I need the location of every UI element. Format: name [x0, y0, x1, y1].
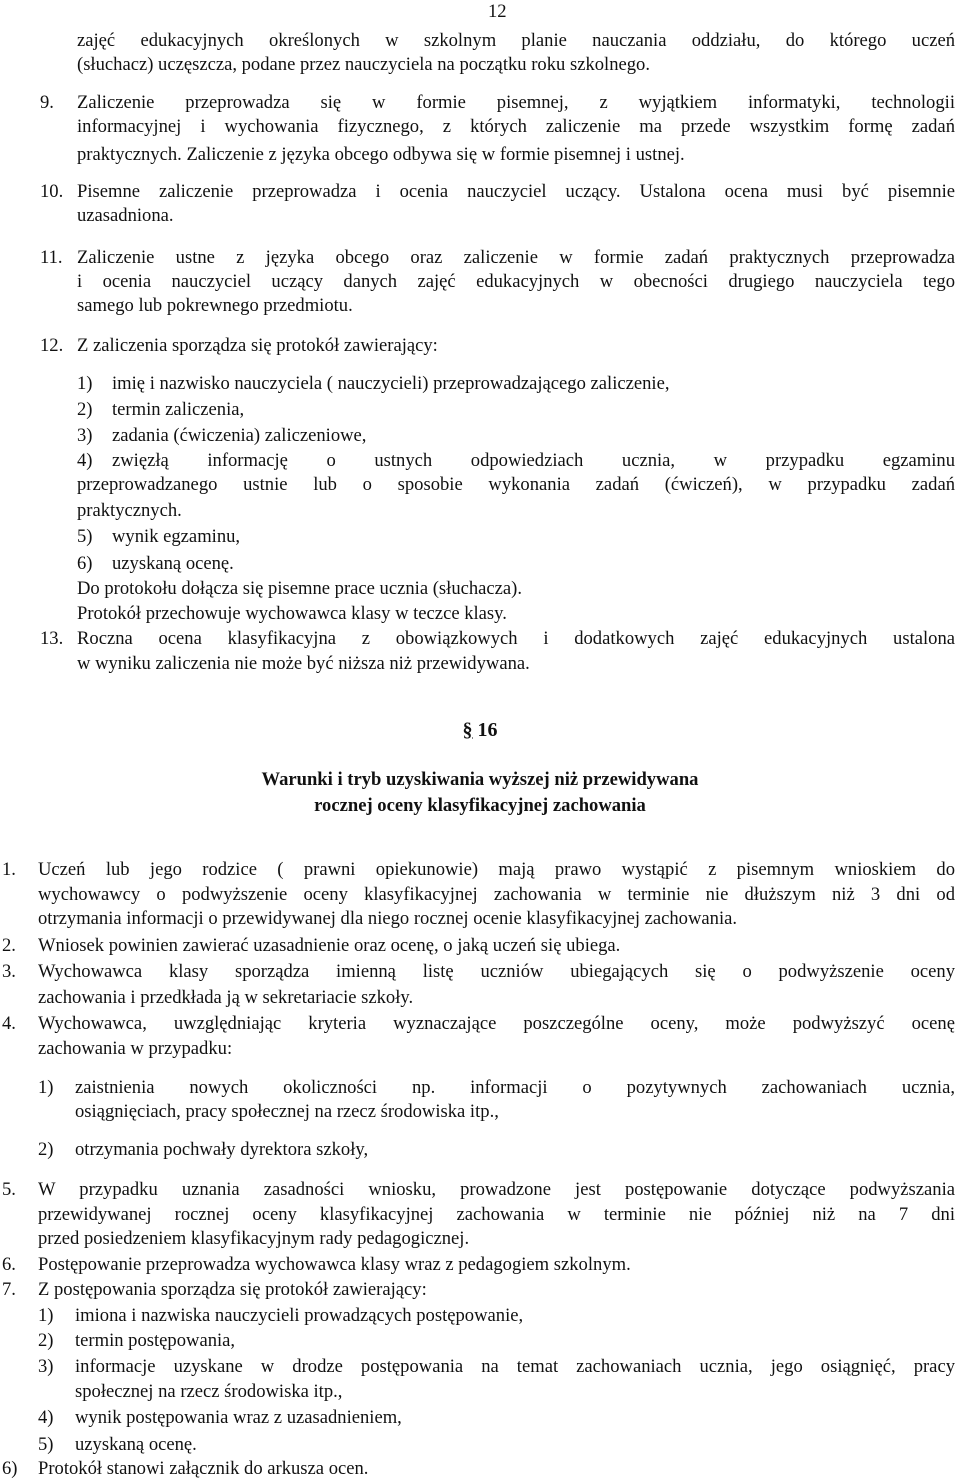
item-number: 13.: [40, 628, 64, 649]
item-number: 11.: [40, 247, 63, 268]
item-number: 1.: [2, 859, 16, 880]
list-number: 2): [38, 1139, 54, 1160]
list-item-continued: praktycznych.: [77, 500, 182, 521]
paragraph-intro-line1: zajęć edukacyjnych określonych w szkolnym planie nauczania oddziału, do którego uczeń: [77, 30, 955, 51]
item-number: 7.: [2, 1279, 16, 1300]
list-item: imię i nazwisko nauczyciela ( nauczycieli) przeprowadzającego zaliczenie,: [112, 373, 670, 394]
item-line: W przypadku uznania zasadności wniosku, prowadzone jest postępowanie dotyczące podwyższania: [38, 1179, 955, 1200]
list-number: 1): [38, 1305, 54, 1326]
item-line: przed posiedzeniem klasyfikacyjnym rady pedagogicznej.: [38, 1228, 470, 1249]
item-number: 5.: [2, 1179, 16, 1200]
section-number: 16: [477, 719, 498, 741]
item-line: zachowania w przypadku:: [38, 1038, 233, 1059]
item-line: wychowawcy o podwyższenie oceny klasyfikacyjnej zachowania w terminie nie dłuższym niż 3 dni od: [38, 884, 955, 905]
list-number: 4): [38, 1407, 54, 1428]
list-item: wynik postępowania wraz z uzasadnieniem,: [75, 1407, 402, 1428]
list-number: 3): [38, 1356, 54, 1377]
list-item-continued: przeprowadzanego ustnie lub o sposobie wykonania zadań (ćwiczeń), w przypadku zadań: [77, 474, 955, 495]
item-number: 12.: [40, 335, 64, 356]
item-line: uzasadniona.: [77, 205, 174, 226]
list-item: imiona i nazwiska nauczycieli prowadzących postępowanie,: [75, 1305, 524, 1326]
list-item: termin postępowania,: [75, 1330, 236, 1351]
list-number: 6): [2, 1458, 18, 1479]
note-line: Protokół przechowuje wychowawca klasy w teczce klasy.: [77, 603, 507, 624]
section-title-line1: Warunki i tryb uzyskiwania wyższej niż przewidywana: [261, 769, 699, 790]
list-number: 5): [38, 1434, 54, 1455]
item-line: Postępowanie przeprowadza wychowawca klasy wraz z pedagogiem szkolnym.: [38, 1254, 631, 1275]
list-item: zwięzłą informację o ustnych odpowiedziach ucznia, w przypadku egzaminu: [112, 450, 955, 471]
item-number: 3.: [2, 961, 16, 982]
section-title-line2: rocznej oceny klasyfikacyjnej zachowania: [314, 795, 646, 816]
list-item: termin zaliczenia,: [112, 399, 245, 420]
item-line: Zaliczenie ustne z języka obcego oraz zaliczenie w formie zadań praktycznych przeprowadza: [77, 247, 955, 268]
list-item: zadania (ćwiczenia) zaliczeniowe,: [112, 425, 367, 446]
item-line: Wychowawca, uwzględniając kryteria wyznaczające poszczególne oceny, może podwyższyć ocenę: [38, 1013, 955, 1034]
item-line: przewidywanej rocznej oceny klasyfikacyjnej zachowania w terminie nie później niż na 7 dni: [38, 1204, 955, 1225]
item-line: Pisemne zaliczenie przeprowadza i ocenia nauczyciel uczący. Ustalona ocena musi być pisemnie: [77, 181, 955, 202]
list-number: 3): [77, 425, 93, 446]
item-line: Roczna ocena klasyfikacyjna z obowiązkowych i dodatkowych zajęć edukacyjnych ustalona: [77, 628, 955, 649]
item-line: Z zaliczenia sporządza się protokół zawierający:: [77, 335, 438, 356]
list-item: wynik egzaminu,: [112, 526, 241, 547]
item-line: praktycznych. Zaliczenie z języka obcego odbywa się w formie pisemnej i ustnej.: [77, 144, 685, 165]
item-line: samego lub pokrewnego przedmiotu.: [77, 295, 353, 316]
final-line: Protokół stanowi załącznik do arkusza ocen.: [38, 1458, 369, 1479]
list-item: uzyskaną ocenę.: [75, 1434, 197, 1455]
item-line: Wniosek powinien zawierać uzasadnienie oraz ocenę, o jaką uczeń się ubiega.: [38, 935, 621, 956]
note-line: Do protokołu dołącza się pisemne prace ucznia (słuchacza).: [77, 578, 523, 599]
list-number: 6): [77, 553, 93, 574]
item-line: Z postępowania sporządza się protokół zawierający:: [38, 1279, 427, 1300]
item-line: w wyniku zaliczenia nie może być niższa niż przewidywana.: [77, 653, 530, 674]
list-number: 4): [77, 450, 93, 471]
item-line: Wychowawca klasy sporządza imienną listę uczniów ubiegających się o podwyższenie oceny: [38, 961, 955, 982]
item-number: 6.: [2, 1254, 16, 1275]
list-number: 2): [38, 1330, 54, 1351]
list-number: 5): [77, 526, 93, 547]
section-heading: [0, 718, 960, 742]
item-line: Zaliczenie przeprowadza się w formie pisemnej, z wyjątkiem informatyki, technologii: [77, 92, 955, 113]
list-item: informacje uzyskane w drodze postępowania na temat zachowaniach ucznia, jego osiągnięć, pracy: [75, 1356, 955, 1377]
item-line: zachowania i przedkłada ją w sekretariacie szkoły.: [38, 987, 414, 1008]
list-number: 2): [77, 399, 93, 420]
item-number: 2.: [2, 935, 16, 956]
item-number: 4.: [2, 1013, 16, 1034]
list-item: otrzymania pochwały dyrektora szkoły,: [75, 1139, 369, 1160]
item-line: Uczeń lub jego rodzice ( prawni opiekunowie) mają prawo wystąpić z pisemnym wnioskiem do: [38, 859, 955, 880]
paragraph-intro-line2: (słuchacz) uczęszcza, podane przez nauczyciela na początku roku szkolnego.: [77, 54, 650, 75]
list-number: 1): [77, 373, 93, 394]
item-line: otrzymania informacji o przewidywanej dla niego rocznej ocenie klasyfikacyjnej zachowania.: [38, 908, 738, 929]
page-number: 12: [488, 1, 507, 22]
section-sign: §: [462, 719, 473, 741]
item-number: 9.: [40, 92, 54, 113]
list-number: 1): [38, 1077, 54, 1098]
list-item: uzyskaną ocenę.: [112, 553, 234, 574]
list-item-continued: osiągnięciach, pracy społecznej na rzecz środowiska itp.,: [75, 1101, 499, 1122]
item-line: i ocenia nauczyciel uczący danych zajęć edukacyjnych w obecności drugiego nauczyciela tego: [77, 271, 955, 292]
item-number: 10.: [40, 181, 64, 202]
list-item: zaistnienia nowych okoliczności np. informacji o pozytywnych zachowaniach ucznia,: [75, 1077, 955, 1098]
item-line: informacyjnej i wychowania fizycznego, z których zaliczenie ma przede wszystkim formę zadań: [77, 116, 955, 137]
list-item-continued: społecznej na rzecz środowiska itp.,: [75, 1381, 343, 1402]
